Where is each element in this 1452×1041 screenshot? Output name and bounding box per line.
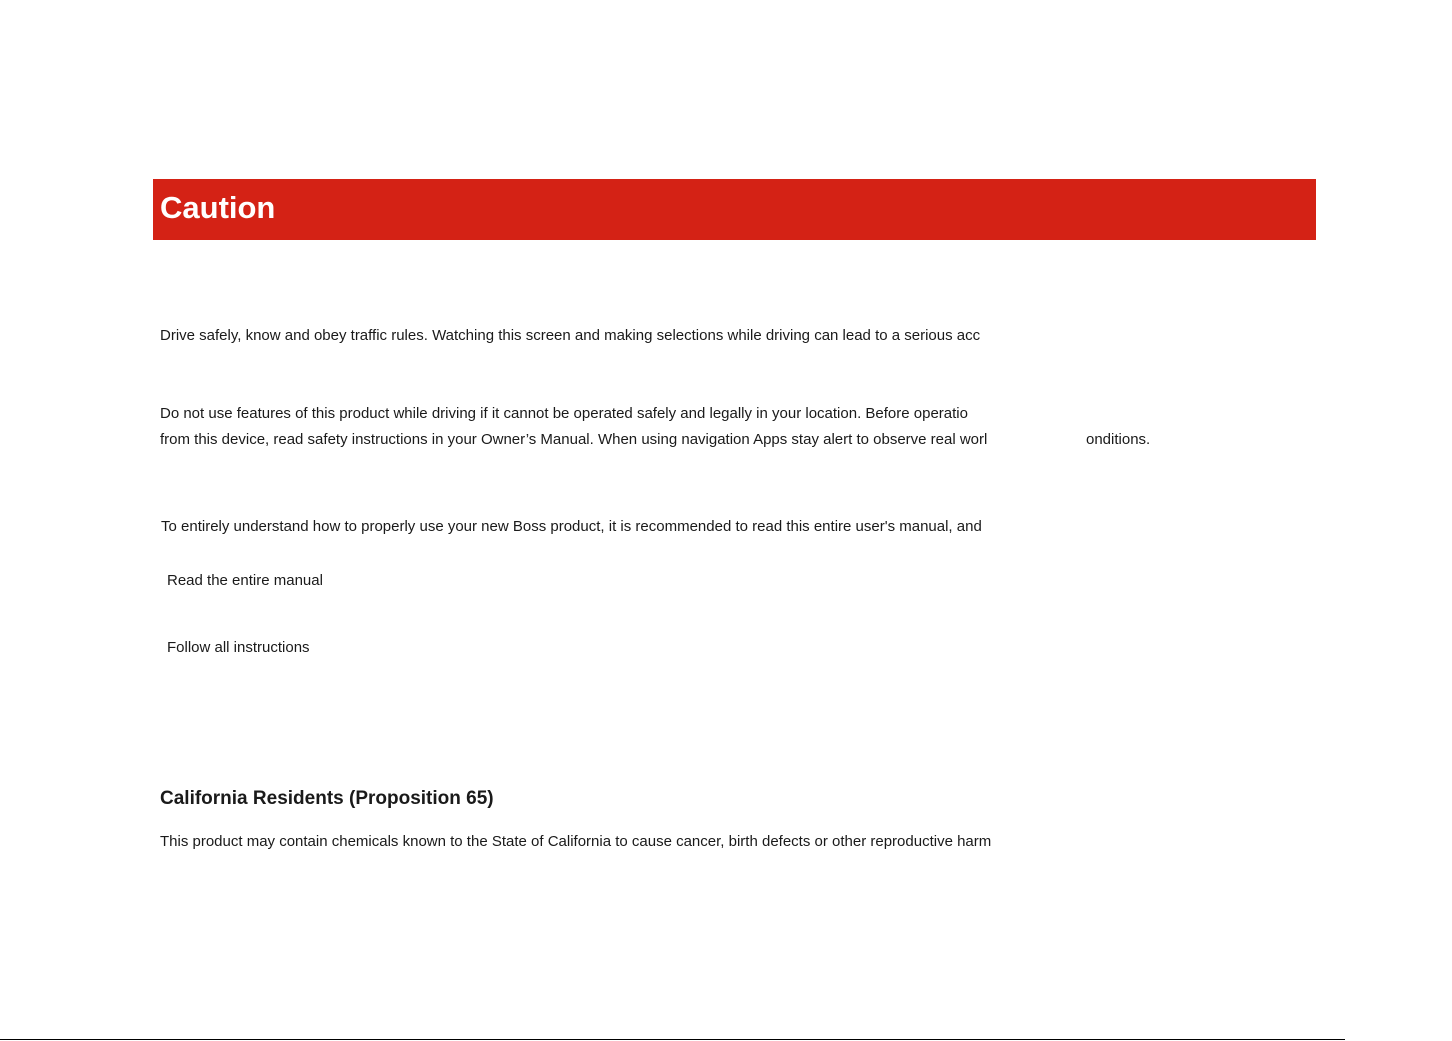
list-item-read-manual: Read the entire manual — [167, 572, 323, 589]
caution-banner — [153, 179, 1316, 240]
operation-warning-line-1: Do not use features of this product while driving if it cannot be operated safely and legally in your location. Before operatio — [160, 405, 968, 422]
operation-warning-line-2-tail: onditions. — [1086, 431, 1151, 448]
caution-title: Caution — [160, 190, 276, 225]
proposition-65-text: This product may contain chemicals known to the State of California to cause cancer, birth defects or other reproductive harm — [160, 833, 992, 850]
list-item-follow-instructions: Follow all instructions — [167, 639, 310, 656]
driving-safety-text: Drive safely, know and obey traffic rules. Watching this screen and making selections while driving can lead to a serious acc — [160, 327, 981, 344]
manual-recommendation-text: To entirely understand how to properly use your new Boss product, it is recommended to read this entire user's manual, and — [161, 518, 982, 535]
california-heading: California Residents (Proposition 65) — [160, 788, 494, 809]
page-bottom-rule — [0, 1039, 1345, 1040]
operation-warning-line-2: from this device, read safety instructions in your Owner’s Manual. When using navigation Apps stay alert to observe real worl — [160, 431, 988, 448]
